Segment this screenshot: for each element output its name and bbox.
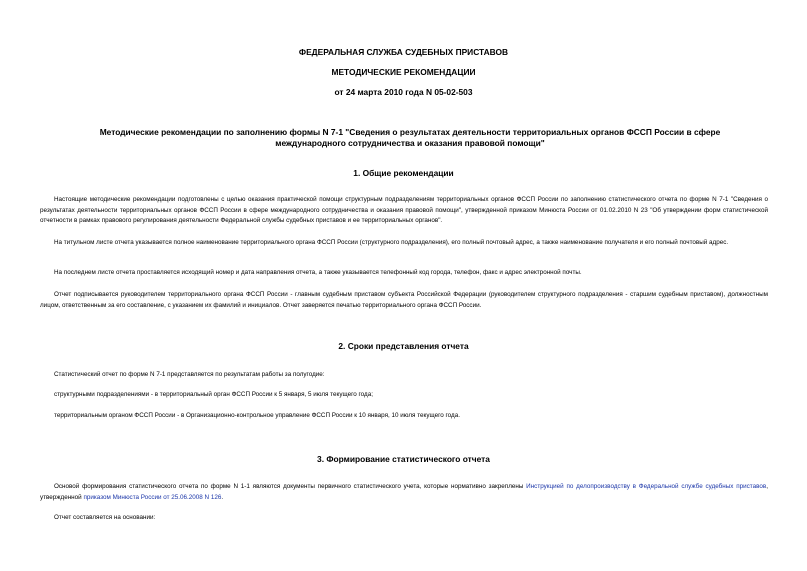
document-title: Методические рекомендации по заполнению формы N 7-1 "Сведения о результатах деятельности территориальных органов ФССП России в сфере международного сотрудничества и оказания правовой помощи" (99, 127, 721, 148)
paragraph: Настоящие методические рекомендации подготовлены с целью оказания практической помощи структурным подразделениям территориальных органов ФССП России по заполнению статистического отчета по форме N 7-1 "Сведения о результатах деятельности территориальных органов ФССП России в сфере международного сотрудничества и оказания правовой помощи", утвержденной приказом Минюста России от 01.02.2010 N 23 "Об утверждении форм статистической отчетности в рамках правового регулирования деятельности Федеральной службы судебных приставов и ее территориальных органов". (40, 196, 768, 224)
paragraph-text: , утвержденной (40, 483, 768, 501)
section-heading-deadlines: 2. Сроки представления отчета (338, 341, 469, 351)
section-heading-report-forming: 3. Формирование статистического отчета (317, 454, 490, 464)
paragraph (40, 482, 768, 503)
header-date-number: от 24 марта 2010 года N 05-02-503 (334, 87, 473, 97)
header-document-type: МЕТОДИЧЕСКИЕ РЕКОМЕНДАЦИИ (331, 67, 476, 77)
paragraph: На последнем листе отчета проставляется исходящий номер и дата направления отчета, а также указывается телефонный код города, телефон, факс и адрес электронной почты. (54, 269, 582, 276)
paragraph: На титульном листе отчета указывается полное наименование территориального органа ФССП России (структурного подразделения), его полный почтовый адрес, а также наименование получателя и его полный почтовый адрес. (54, 239, 729, 246)
paragraph: Статистический отчет по форме N 7-1 представляется по результатам работы за полугодие: (54, 371, 325, 378)
order-link[interactable]: приказом Минюста России от 25.06.2008 N 126 (83, 493, 222, 501)
paragraph: территориальным органом ФССП России - в Организационно-контрольное управление ФССП России к 10 января, 10 июля текущего года. (54, 412, 460, 419)
section-heading-general: 1. Общие рекомендации (353, 168, 454, 178)
paragraph-text: Основой формирования статистического отчета по форме N 1-1 являются документы первичного статистического учета, которые нормативно закреплены (54, 483, 527, 490)
paragraph: Отчет подписывается руководителем территориального органа ФССП России - главным судебным приставом субъекта Российской Федерации (руководителем структурного подразделения - старшим судебным приставом), должностным лицом, ответственным за его составление, с указанием их фамилий и инициалов. Отчет заверяется печатью территориального органа ФССП России. (40, 291, 768, 309)
header-organization: ФЕДЕРАЛЬНАЯ СЛУЖБА СУДЕБНЫХ ПРИСТАВОВ (298, 47, 509, 57)
instruction-link[interactable]: Инструкцией по делопроизводству в Федеральной службе судебных приставов (526, 483, 767, 490)
paragraph-text: . (221, 493, 224, 501)
paragraph: структурными подразделениями - в территориальный орган ФССП России к 5 января, 5 июля текущего года; (54, 391, 373, 398)
paragraph: Отчет составляется на основании: (54, 514, 156, 521)
